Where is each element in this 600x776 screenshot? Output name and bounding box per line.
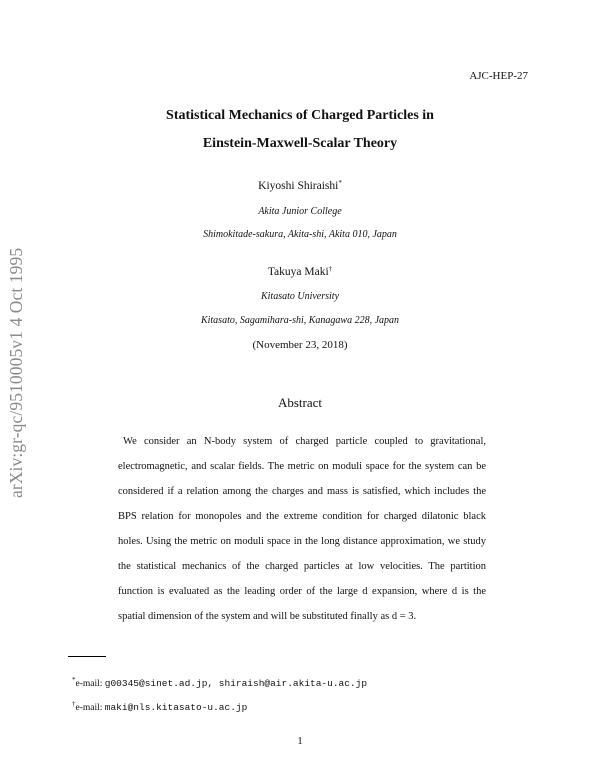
author-1 (0, 180, 600, 192)
author-2-affiliation: Kitasato University (260, 291, 340, 302)
page-number: 1 (297, 735, 303, 747)
footnote-2-mark: † (72, 700, 76, 708)
abstract-text: We consider an N-body system of charged particle coupled to gravitational, electromagnetic, and scalar fields. The metric on moduli space for the system can be considered if a relation among the charges and mass is satisfied, which includes the BPS relation for monopoles and the extreme condition for charged dilatonic black holes. Using the metric on moduli space in the long distance approximation, we study the statistical mechanics of the charged particles at low velocities. The partition function is evaluated as the leading order of the large d expansion, where d is the spatial dimension of the system and will be substituted finally as d = 3. (118, 436, 486, 622)
footnote-divider (68, 656, 106, 657)
footnote-2 (72, 702, 247, 713)
author-2-address: Kitasato, Sagamihara-shi, Kanagawa 228, Japan (200, 315, 400, 326)
footnote-1-label: e-mail: (75, 679, 105, 689)
paper-title-line-2: Einstein-Maxwell-Scalar Theory (202, 136, 398, 151)
author-1-affiliation: Akita Junior College (258, 206, 342, 217)
paper-date: (November 23, 2018) (252, 339, 348, 351)
author-2-footnote-mark: † (328, 265, 333, 273)
author-1-name: Kiyoshi Shiraishi (258, 180, 339, 192)
author-2-name: Takuya Maki (267, 266, 329, 278)
abstract-heading: Abstract (277, 395, 323, 410)
author-1-footnote-mark: * (338, 179, 342, 187)
footnote-1 (72, 678, 367, 689)
footnote-2-emails: maki@nls.kitasato-u.ac.jp (104, 702, 248, 713)
author-1-address: Shimokitade-sakura, Akita-shi, Akita 010, Japan (203, 229, 397, 240)
footnote-1-emails: g00345@sinet.ad.jp, shiraish@air.akita-u.ac.jp (104, 678, 368, 689)
footnote-2-label: e-mail: (75, 703, 105, 713)
footnote-1-mark: * (72, 676, 76, 684)
report-number: AJC-HEP-27 (469, 70, 528, 82)
author-2 (0, 266, 600, 278)
arxiv-identifier-stamp: arXiv:gr-qc/9510005v1 4 Oct 1995 (6, 247, 26, 498)
paper-title-line-1: Statistical Mechanics of Charged Particles in (166, 108, 434, 123)
